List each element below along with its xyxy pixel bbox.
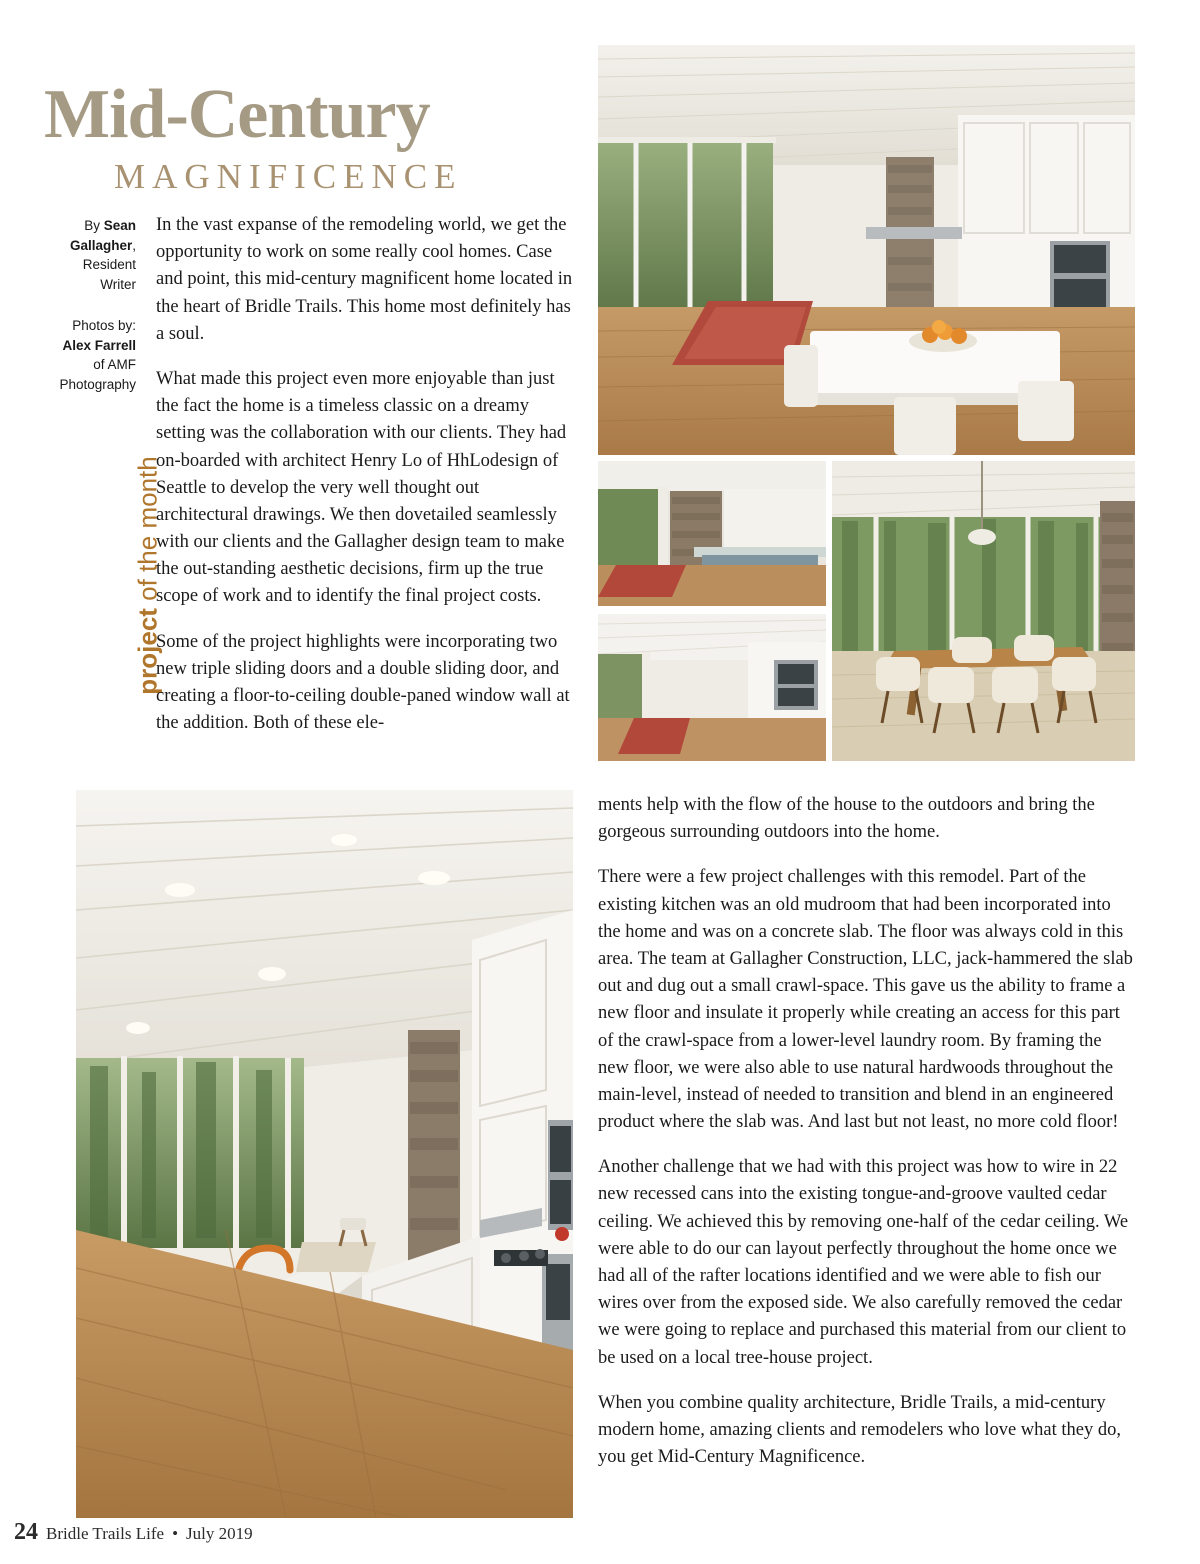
publication-name: Bridle Trails Life [46, 1524, 165, 1543]
body-paragraph: Another challenge that we had with this project was how to wire in 22 new recessed cans into the existing tongue-and-groove vaulted cedar ceiling. We achieved this by removing one-half of the cedar ceiling. We were able to do our can layout perfectly throughout the home once we had all of the rafter locations identified and we were able to fish our wires over from the exposed side. We also carefully removed the cedar we were going to replace and purchased this material from our client to be used on a local tree-house project. [598, 1157, 1129, 1368]
photo-kitchen-tall [76, 790, 573, 1518]
body-paragraph: ments help with the flow of the house to the outdoors and bring the gorgeous surrounding outdoors into the home. [598, 795, 1095, 843]
byline [44, 216, 136, 395]
footer-separator: • [172, 1524, 179, 1543]
byline-by-prefix: By [84, 218, 104, 233]
page-number: 24 [14, 1519, 38, 1545]
body-paragraph: What made this project even more enjoyable than just the fact the home is a timeless classic on a dreamy setting was the collaboration with our clients. They had on-boarded with architect Henry Lo of HhLodesign of Seattle to develop the very well thought out architectural drawings. We then dovetailed seamlessly with our clients and the Gallagher design team to make the out-standing aesthetic decisions, firm up the true scope of work and to identify the final project costs. [156, 368, 567, 607]
page-subtitle: MAGNIFICENCE [114, 156, 463, 196]
body-column-left [156, 212, 574, 755]
photo-kitchen-island-wide [598, 461, 826, 606]
photo-kitchen-hall [598, 614, 826, 761]
issue-date: July 2019 [186, 1524, 253, 1543]
section-label-rest: of the month [132, 456, 163, 609]
byline-author-role-2: Writer [100, 276, 136, 292]
byline-photographer-org-1: of AMF [93, 357, 136, 373]
body-paragraph: In the vast expanse of the remodeling world, we get the opportunity to work on some really cool homes. Case and point, this mid-century magnificent home located in the heart of Bridle Trails. This home most definitely has a soul. [156, 215, 573, 344]
article-title-block [44, 76, 584, 197]
section-label-strong: project [132, 608, 163, 695]
byline-photos-label: Photos by: [72, 318, 136, 334]
photo-deck-dining [832, 461, 1135, 761]
byline-author-line [44, 216, 136, 255]
byline-photographer-org-2: Photography [59, 376, 136, 392]
byline-author-role-1: Resident [82, 257, 136, 273]
page-footer [14, 1519, 253, 1546]
body-paragraph: Some of the project highlights were incorporating two new triple sliding doors and a double sliding door, and creating a floor-to-ceiling double-paned window wall at the addition. Both of these ele- [156, 631, 570, 734]
byline-spacer [44, 294, 136, 316]
body-paragraph: When you combine quality architecture, Bridle Trails, a mid-century modern home, amazing clients and remodelers who love what they do, you get Mid-Century Magnificence. [598, 1392, 1121, 1468]
body-paragraph: There were a few project challenges with this remodel. Part of the existing kitchen was an old mudroom that had been incorporated into the home and was on a concrete slab. The floor was always cold in this area. The team at Gallagher Construction, LLC, jack-hammered the slab out and dug out a small crawl-space. This gave us the ability to frame a new floor and insulate it properly while creating an access for this part of the crawl-space from a lower-level laundry room. By framing the new floor, we were also able to use natural hardwoods throughout the main-level, instead of needed to transition and blend in an engineered product where the slab was. And last but not least, no more cold floor! [598, 867, 1133, 1133]
byline-author-name: Sean Gallagher [69, 218, 136, 253]
page-title: Mid-Century [44, 76, 430, 153]
body-column-right [598, 792, 1133, 1489]
byline-author-suffix: , [132, 237, 136, 253]
byline-photographer-name: Alex Farrell [62, 337, 136, 353]
photo-kitchen-hero [598, 45, 1135, 455]
